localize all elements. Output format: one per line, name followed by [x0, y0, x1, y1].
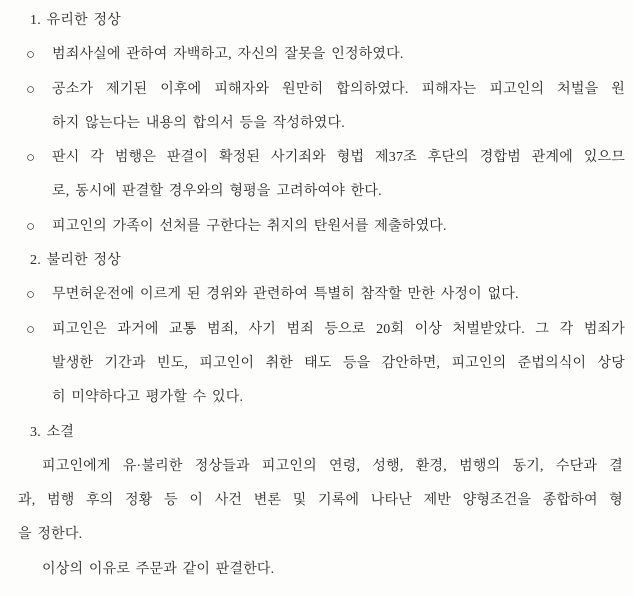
document-body [0, 4, 633, 587]
text-line: 로, 동시에 판결할 경우와의 형평을 고려하여야 한다. [52, 184, 382, 200]
text-line: 히 미약하다고 평가할 수 있다. [52, 390, 244, 406]
paragraph [18, 553, 623, 587]
section-heading: 1. 유리한 정상 [30, 13, 121, 28]
text-line: 판시 각 범행은 판결이 확정된 사기죄와 형법 제37조 후단의 경합범 관계에 있으므 [52, 150, 625, 166]
bullet-marker-icon: ○ [26, 150, 36, 167]
text-line: 과, 범행 후의 정황 등 이 사건 변론 및 기록에 나타난 제반 양형조건을 종합하여 형 [18, 493, 623, 509]
text-line: 피고인은 과거에 교통 범죄, 사기 범죄 등으로 20회 이상 처벌받았다. 그 각 범죄가 [52, 321, 625, 337]
bullet-marker-icon: ○ [26, 47, 36, 64]
text-line: 피고인에게 유·불리한 정상들과 피고인의 연령, 성행, 환경, 범행의 동기, 수단과 결 [42, 458, 623, 474]
bullet-marker-icon: ○ [26, 218, 36, 235]
section-heading: 2. 불리한 정상 [30, 253, 121, 269]
bullet-item [26, 313, 625, 416]
bullet-item [26, 38, 625, 72]
text-line: 무면허운전에 이르게 된 경위와 관련하여 특별히 참작할 만한 사정이 없다. [52, 287, 519, 303]
section-heading: 3. 소결 [30, 424, 75, 440]
bullet-marker-icon: ○ [26, 287, 36, 304]
bullet-item [26, 278, 625, 312]
text-line: 범죄사실에 관하여 자백하고, 자신의 잘못을 인정하였다. [52, 47, 404, 63]
paragraph [18, 450, 623, 553]
bullet-item [26, 210, 625, 244]
text-line: 피고인의 가족이 선처를 구한다는 취지의 탄원서를 제출하였다. [52, 218, 447, 234]
text-line: 발생한 기간과 빈도, 피고인이 취한 태도 등을 감안하면, 피고인의 준법의식이 상당 [52, 355, 625, 371]
bullet-item [26, 141, 625, 210]
text-line: 을 정한다. [18, 527, 83, 543]
bullet-marker-icon: ○ [26, 321, 36, 338]
bullet-item [26, 73, 625, 142]
text-line: 이상의 이유로 주문과 같이 판결한다. [42, 561, 275, 577]
text-line: 공소가 제기된 이후에 피해자와 원만히 합의하였다. 피해자는 피고인의 처벌을 원 [52, 81, 625, 97]
text-line: 하지 않는다는 내용의 합의서 등을 작성하였다. [52, 115, 345, 131]
bullet-marker-icon: ○ [26, 81, 36, 98]
